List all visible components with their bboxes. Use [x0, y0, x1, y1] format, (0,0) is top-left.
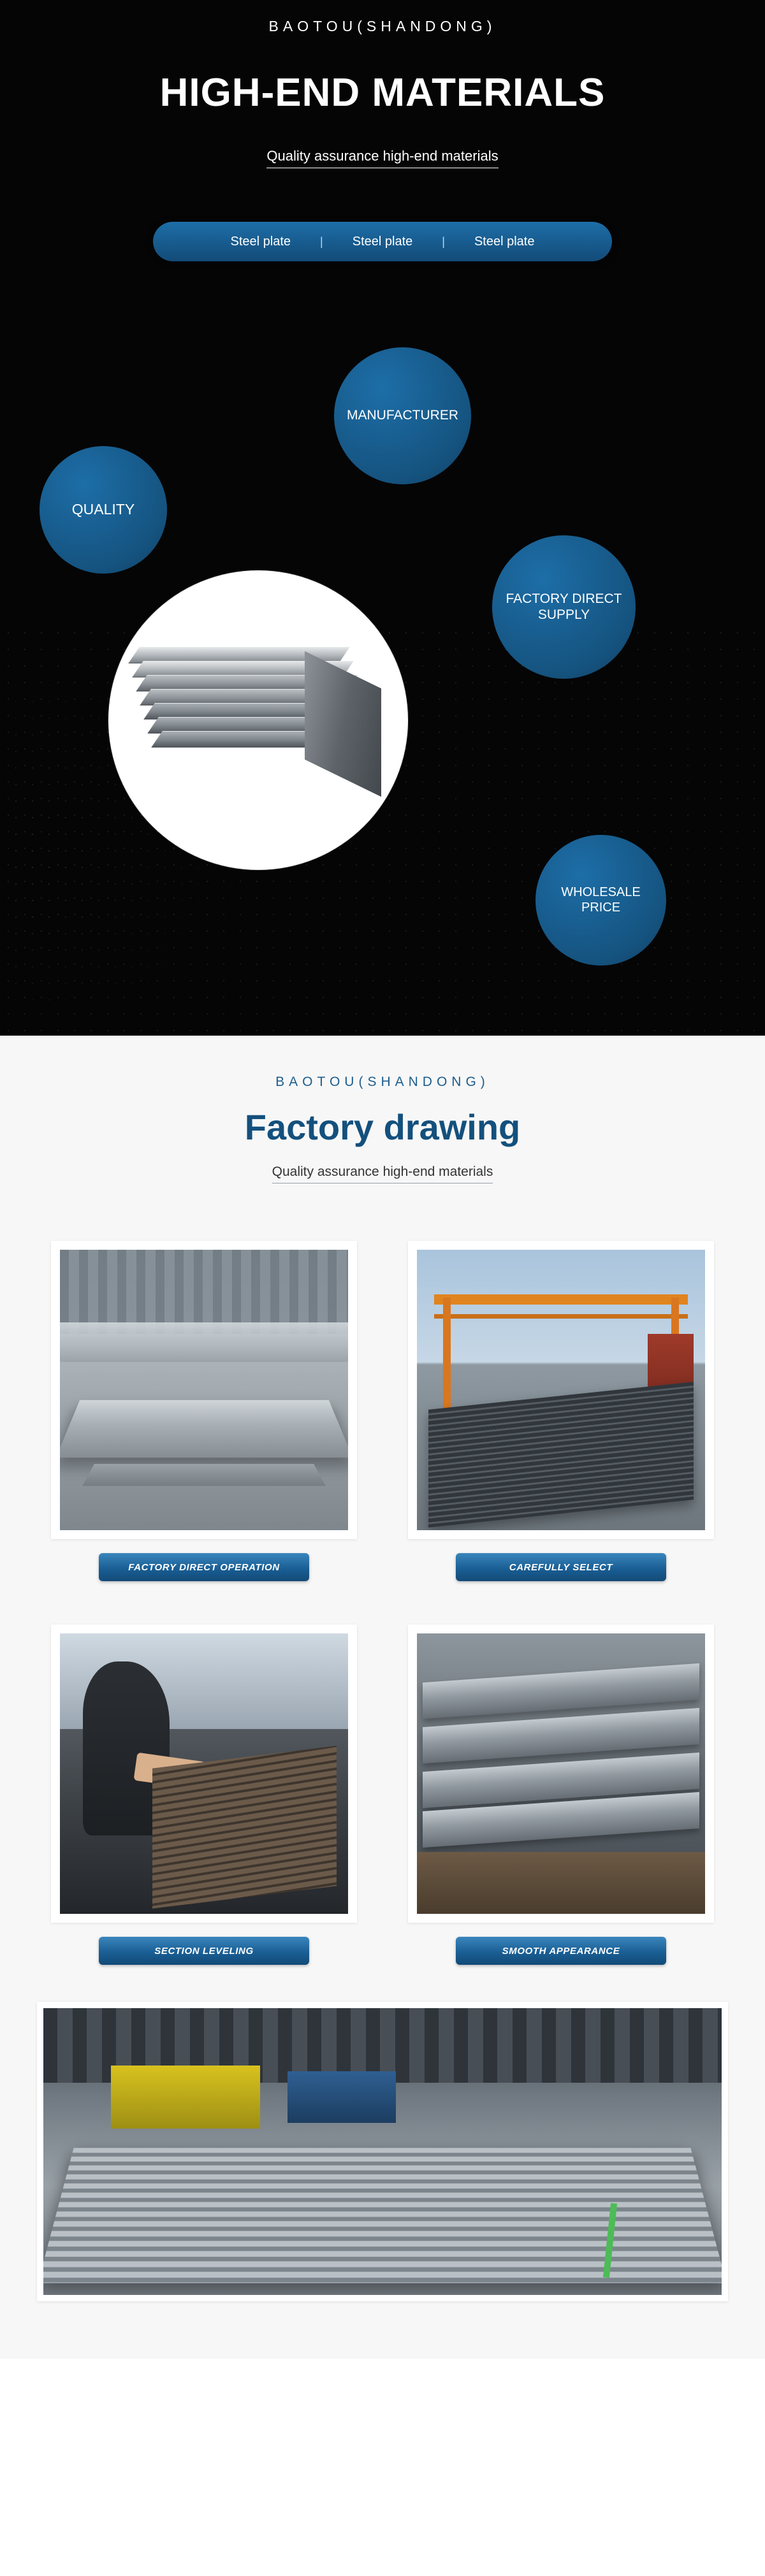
hero-banner: [0, 0, 765, 1036]
caption-wrap-1: [51, 1553, 357, 1581]
photo-smooth-appearance: [417, 1633, 705, 1914]
factory-card-2: [408, 1241, 714, 1581]
photo-frame-4: [408, 1624, 714, 1923]
photo-factory-direct-operation: [60, 1250, 348, 1530]
photo-frame-1: [51, 1241, 357, 1539]
section-bottom-spacer: [0, 2301, 765, 2359]
factory-card-3: [51, 1624, 357, 1965]
hero-subtitle: [0, 148, 765, 164]
caption-factory-direct-operation: FACTORY DIRECT OPERATION: [99, 1553, 309, 1581]
badge-manufacturer: MANUFACTURER: [334, 347, 471, 484]
caption-wrap-3: [51, 1937, 357, 1965]
badge-quality: QUALITY: [40, 446, 167, 574]
pill-separator-1: |: [320, 235, 323, 248]
photo-carefully-select: [417, 1250, 705, 1530]
factory-card-4: [408, 1624, 714, 1965]
factory-photo-grid: [51, 1241, 714, 1965]
section-subtitle: [0, 1164, 765, 1180]
section-subtitle-text: Quality assurance high-end materials: [272, 1164, 493, 1183]
photo-workshop-plate-stacks: [43, 2008, 722, 2295]
badge-factory-direct-supply: FACTORY DIRECT SUPPLY: [492, 535, 636, 679]
pill-item-1[interactable]: Steel plate: [230, 234, 291, 249]
factory-card-1: [51, 1241, 357, 1581]
pill-item-2[interactable]: Steel plate: [352, 234, 413, 249]
factory-drawing-section: [0, 1036, 765, 2359]
caption-carefully-select: CAREFULLY SELECT: [456, 1553, 666, 1581]
photo-section-leveling: [60, 1633, 348, 1914]
section-brand: BAOTOU(SHANDONG): [275, 1075, 490, 1089]
caption-smooth-appearance: SMOOTH APPEARANCE: [456, 1937, 666, 1965]
steel-plate-pill: [153, 222, 612, 261]
photo-frame-3: [51, 1624, 357, 1923]
section-title: Factory drawing: [244, 1107, 521, 1147]
hero-subtitle-text: Quality assurance high-end materials: [266, 148, 498, 168]
steel-plate-illustration: [134, 647, 389, 806]
hero-product-photo: [108, 570, 408, 870]
caption-section-leveling: SECTION LEVELING: [99, 1937, 309, 1965]
wide-photo-frame: [37, 2002, 728, 2301]
hero-product-photo-inner: [108, 570, 408, 870]
pill-separator-2: |: [442, 235, 445, 248]
hero-brand: BAOTOU(SHANDONG): [268, 18, 497, 34]
caption-wrap-2: [408, 1553, 714, 1581]
photo-frame-2: [408, 1241, 714, 1539]
badge-wholesale-price: WHOLESALE PRICE: [536, 835, 666, 966]
hero-title: HIGH-END MATERIALS: [159, 71, 606, 115]
caption-wrap-4: [408, 1937, 714, 1965]
pill-item-3[interactable]: Steel plate: [474, 234, 535, 249]
